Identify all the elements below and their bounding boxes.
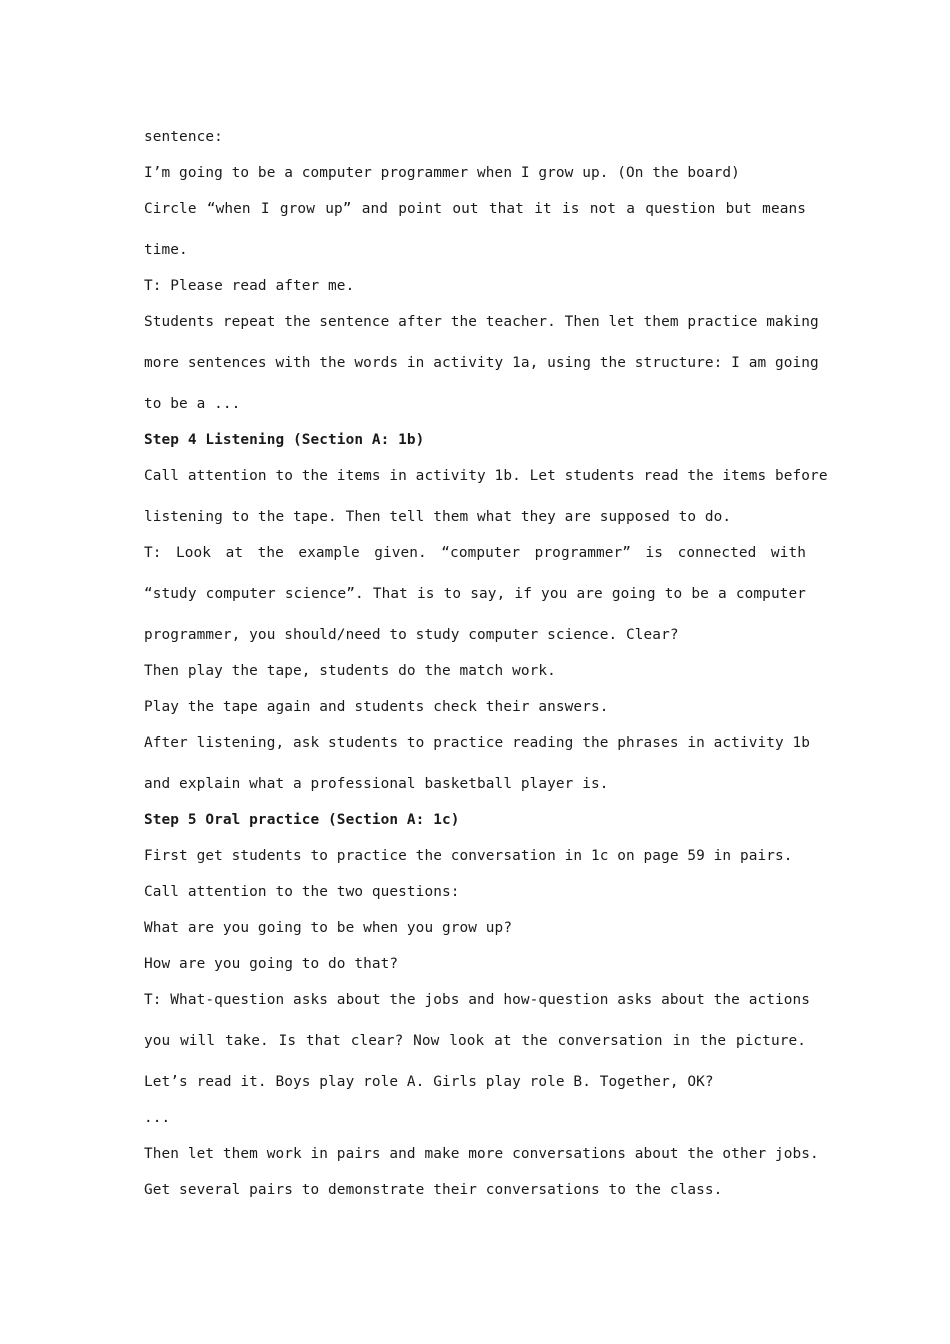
text-line: sentence: <box>144 129 223 145</box>
text-line: Play the tape again and students check their answers. <box>144 699 609 715</box>
text-line: ... <box>144 1110 171 1126</box>
text-line: First get students to practice the conversation in 1c on page 59 in pairs. <box>144 848 793 864</box>
section-heading: Step 5 Oral practice (Section A: 1c) <box>144 812 460 828</box>
text-line: T: What-question asks about the jobs and how-question asks about the actions <box>144 992 811 1008</box>
section-heading: Step 4 Listening (Section A: 1b) <box>144 432 425 448</box>
text-line: Then let them work in pairs and make more conversations about the other jobs. <box>144 1146 819 1162</box>
text-line: T: Look at the example given. “computer programmer” is connected with <box>144 545 806 561</box>
text-line: Get several pairs to demonstrate their conversations to the class. <box>144 1182 723 1198</box>
text-line: Let’s read it. Boys play role A. Girls play role B. Together, OK? <box>144 1074 714 1090</box>
text-line: Call attention to the items in activity 1b. Let students read the items before <box>144 468 828 484</box>
text-line: you will take. Is that clear? Now look at the conversation in the picture. <box>144 1033 806 1049</box>
text-line: Call attention to the two questions: <box>144 884 460 900</box>
text-line: to be a ... <box>144 396 241 412</box>
text-line: Circle “when I grow up” and point out that it is not a question but means <box>144 201 806 217</box>
text-line: and explain what a professional basketball player is. <box>144 776 609 792</box>
text-line: “study computer science”. That is to say, if you are going to be a computer <box>144 586 806 602</box>
text-line: I’m going to be a computer programmer when I grow up. (On the board) <box>144 165 740 181</box>
text-line: Students repeat the sentence after the teacher. Then let them practice making <box>144 314 819 330</box>
text-line: programmer, you should/need to study computer science. Clear? <box>144 627 679 643</box>
text-line: How are you going to do that? <box>144 956 399 972</box>
text-line: Then play the tape, students do the match work. <box>144 663 556 679</box>
text-line: After listening, ask students to practice reading the phrases in activity 1b <box>144 735 811 751</box>
text-line: listening to the tape. Then tell them what they are supposed to do. <box>144 509 732 525</box>
text-line: T: Please read after me. <box>144 278 355 294</box>
text-line: What are you going to be when you grow up? <box>144 920 513 936</box>
text-line: time. <box>144 242 188 258</box>
text-line: more sentences with the words in activity 1a, using the structure: I am going <box>144 355 819 371</box>
